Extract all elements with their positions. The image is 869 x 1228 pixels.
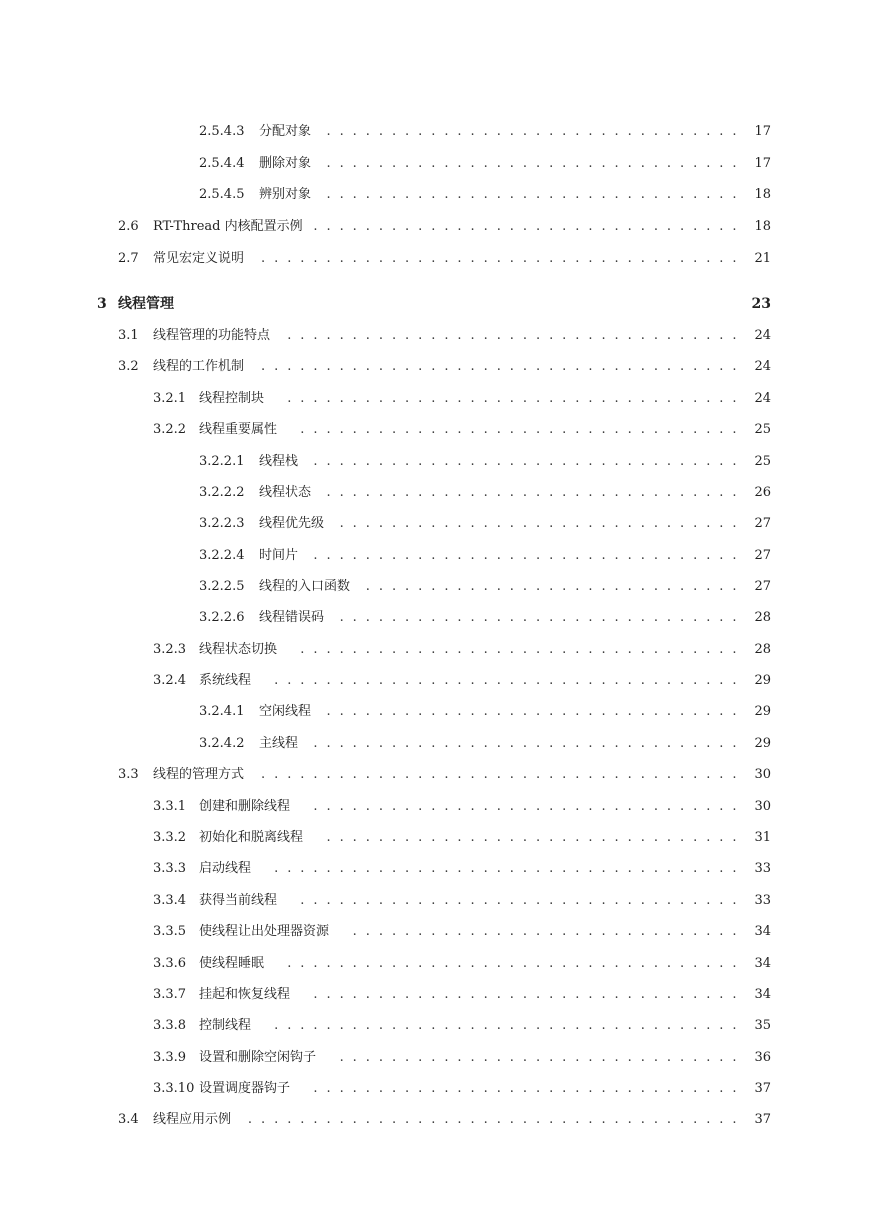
dot-leader: . . . . . . . . . . . . . . . . . . . . . . . . . . . . . . . . . [313,1081,737,1096]
toc-entry-title: 线程应用示例 [153,1110,235,1130]
toc-entry-number: 3.2.2.1 [199,454,245,469]
toc-entry[interactable] [0,514,869,534]
dot-leader: . . . . . . . . . . . . . . . . . . . . . . . . . . . . . . . . . . . . . [261,767,737,782]
dot-leader: . . . . . . . . . . . . . . . . . . . . . . . . . . . . . . . . [326,485,737,500]
toc-entry-number: 3.3.10 [153,1081,195,1096]
toc-entry-page: 23 [751,296,771,312]
toc-entry-number: 3.2.2.5 [199,579,245,594]
toc-entry-number: 3.3.4 [153,893,187,908]
dot-leader: . . . . . . . . . . . . . . . . . . . . . . . . . . . . . . . . . . . [287,391,737,406]
toc-entry-number: 3.3.6 [153,956,187,971]
toc-entry-page: 27 [754,516,771,531]
toc-entry[interactable] [0,891,869,911]
toc-entry-title: 时间片 [259,546,302,566]
dot-leader: . . . . . . . . . . . . . . . . . . . . . . . . . . . . . . . [339,1050,737,1065]
toc-entry-page: 26 [754,485,771,500]
toc-entry-title: 线程的工作机制 [153,357,248,377]
dot-leader: . . . . . . . . . . . . . . . . . . . . . . . . . . . . . . . . . [313,799,737,814]
toc-entry-title: 使线程让出处理器资源 [199,922,333,942]
toc-entry-number: 3.2.2.4 [199,548,245,563]
toc-entry-number: 3.2.2.6 [199,610,245,625]
toc-entry-page: 27 [754,548,771,563]
toc-entry-page: 30 [754,799,771,814]
dot-leader: . . . . . . . . . . . . . . . . . . . . . . . . . . . . . . . . . . . . . [261,251,737,266]
toc-entry-title: 辨别对象 [259,185,315,205]
toc-entry-title: 线程控制块 [199,389,268,409]
toc-entry-title: 设置调度器钩子 [199,1079,294,1099]
toc-entry[interactable] [0,577,869,597]
toc-entry-number: 3.3.1 [153,799,187,814]
toc-entry-title: 线程的管理方式 [153,765,248,785]
toc-entry[interactable] [0,1016,869,1036]
toc-entry-page: 24 [754,328,771,343]
toc-entry-page: 37 [754,1112,771,1127]
toc-entry-title: 线程的入口函数 [259,577,354,597]
toc-entry-page: 24 [754,359,771,374]
toc-entry-number: 3.1 [118,328,139,343]
dot-leader: . . . . . . . . . . . . . . . . . . . . . . . . . . . . . . . . [326,830,737,845]
toc-entry[interactable] [0,294,869,314]
toc-entry-page: 35 [754,1018,771,1033]
toc-entry-title: 线程栈 [259,452,302,472]
dot-leader: . . . . . . . . . . . . . . . . . . . . . . . . . . . . . . . . . [313,219,737,234]
toc-entry[interactable] [0,389,869,409]
toc-entry-number: 3.2.1 [153,391,187,406]
toc-entry-number: 3.2.2 [153,422,187,437]
toc-entry-page: 33 [754,861,771,876]
dot-leader: . . . . . . . . . . . . . . . . . . . . . . . . . . . . . . . . [326,124,737,139]
toc-entry-page: 34 [754,987,771,1002]
dot-leader: . . . . . . . . . . . . . . . . . . . . . . . . . . . . . . . . . . [300,642,737,657]
toc-entry-number: 3.2.2.3 [199,516,245,531]
dot-leader: . . . . . . . . . . . . . . . . . . . . . . . . . . . . . . . . [326,187,737,202]
toc-entry[interactable] [0,217,869,237]
toc-entry[interactable] [0,122,869,142]
toc-entry-title: 系统线程 [199,671,255,691]
toc-entry-title: 使线程睡眠 [199,954,268,974]
toc-entry-number: 3 [97,296,107,312]
toc-entry[interactable] [0,859,869,879]
toc-entry-title: 分配对象 [259,122,315,142]
toc-entry[interactable] [0,608,869,628]
toc-entry-title: 空闲线程 [259,702,315,722]
toc-entry[interactable] [0,985,869,1005]
toc-entry-title: RT-Thread 内核配置示例 [153,217,307,237]
toc-entry-title: 线程错误码 [259,608,328,628]
toc-entry-page: 25 [754,454,771,469]
toc-entry-title: 主线程 [259,734,302,754]
toc-entry-title: 线程状态 [259,483,315,503]
toc-entry-title: 线程状态切换 [199,640,281,660]
dot-leader: . . . . . . . . . . . . . . . . . . . . . . . . . . . . . . [352,924,737,939]
dot-leader: . . . . . . . . . . . . . . . . . . . . . . . . . . . . . . . . . . . . [274,861,737,876]
toc-entry-number: 3.3.8 [153,1018,187,1033]
toc-entry[interactable] [0,828,869,848]
toc-entry-page: 34 [754,924,771,939]
toc-entry-number: 3.3.5 [153,924,187,939]
dot-leader: . . . . . . . . . . . . . . . . . . . . . . . . . . . . . . . . . . . . . [261,359,737,374]
toc-entry-number: 3.3.3 [153,861,187,876]
toc-entry-number: 3.2.4.1 [199,704,245,719]
toc-entry[interactable] [0,154,869,174]
toc-entry-number: 3.2.4.2 [199,736,245,751]
toc-entry-page: 30 [754,767,771,782]
dot-leader: . . . . . . . . . . . . . . . . . . . . . . . . . . . . . . . . [326,156,737,171]
dot-leader: . . . . . . . . . . . . . . . . . . . . . . . . . . . . . . . . . . [300,422,737,437]
toc-entry[interactable] [0,922,869,942]
toc-entry-page: 18 [754,187,771,202]
toc-entry-page: 29 [754,673,771,688]
toc-entry[interactable] [0,420,869,440]
dot-leader: . . . . . . . . . . . . . . . . . . . . . . . . . . . . . . . . . [313,454,737,469]
toc-entry-number: 2.7 [118,251,139,266]
dot-leader: . . . . . . . . . . . . . . . . . . . . . . . . . . . . . . . [339,610,737,625]
toc-entry[interactable] [0,546,869,566]
dot-leader: . . . . . . . . . . . . . . . . . . . . . . . . . . . . . . . . . . . . . . [247,1112,737,1127]
toc-entry-number: 3.3.7 [153,987,187,1002]
toc-entry-title: 线程管理 [118,294,178,314]
toc-entry[interactable] [0,765,869,785]
dot-leader: . . . . . . . . . . . . . . . . . . . . . . . . . . . . . . . . . . . [287,956,737,971]
toc-entry[interactable] [0,671,869,691]
toc-entry-number: 2.5.4.3 [199,124,245,139]
toc-entry-page: 31 [754,830,771,845]
dot-leader: . . . . . . . . . . . . . . . . . . . . . . . . . . . . . . . . . [313,736,737,751]
toc-entry[interactable] [0,640,869,660]
toc-entry-title: 线程管理的功能特点 [153,326,274,346]
toc-entry[interactable] [0,1110,869,1130]
toc-entry-title: 获得当前线程 [199,891,281,911]
dot-leader: . . . . . . . . . . . . . . . . . . . . . . . . . . . . . . . . . . . . [274,1018,737,1033]
toc-entry-title: 初始化和脱离线程 [199,828,307,848]
toc-entry-page: 28 [754,642,771,657]
toc-entry-page: 27 [754,579,771,594]
toc-entry-title: 控制线程 [199,1016,255,1036]
toc-entry[interactable] [0,954,869,974]
toc-entry[interactable] [0,452,869,472]
toc-entry-title: 删除对象 [259,154,315,174]
toc-entry-number: 2.5.4.4 [199,156,245,171]
dot-leader: . . . . . . . . . . . . . . . . . . . . . . . . . . . . . . . . . [313,987,737,1002]
toc-entry-number: 3.3.2 [153,830,187,845]
toc-entry[interactable] [0,797,869,817]
dot-leader: . . . . . . . . . . . . . . . . . . . . . . . . . . . . . . . . . . . . [274,673,737,688]
toc-entry-title: 线程重要属性 [199,420,281,440]
toc-entry-title: 常见宏定义说明 [153,249,248,269]
toc-entry-page: 25 [754,422,771,437]
toc-entry-page: 29 [754,736,771,751]
toc-entry[interactable] [0,483,869,503]
toc-entry-title: 设置和删除空闲钩子 [199,1048,320,1068]
toc-entry-page: 24 [754,391,771,406]
toc-entry[interactable] [0,185,869,205]
dot-leader: . . . . . . . . . . . . . . . . . . . . . . . . . . . . . . . [339,516,737,531]
dot-leader: . . . . . . . . . . . . . . . . . . . . . . . . . . . . . [365,579,737,594]
toc-entry-page: 34 [754,956,771,971]
toc-entry[interactable] [0,702,869,722]
toc-entry-number: 3.2 [118,359,139,374]
toc-entry-page: 33 [754,893,771,908]
toc-entry-page: 21 [754,251,771,266]
toc-entry-page: 37 [754,1081,771,1096]
toc-entry-page: 29 [754,704,771,719]
toc-entry[interactable] [0,326,869,346]
toc-entry[interactable] [0,1079,869,1099]
toc-entry[interactable] [0,249,869,269]
toc-entry-title: 创建和删除线程 [199,797,294,817]
toc-entry-number: 3.4 [118,1112,139,1127]
toc-entry-title: 挂起和恢复线程 [199,985,294,1005]
toc-entry[interactable] [0,1048,869,1068]
toc-entry-title: 线程优先级 [259,514,328,534]
toc-entry-number: 2.5.4.5 [199,187,245,202]
toc-entry-page: 17 [754,124,771,139]
toc-entry-number: 3.3 [118,767,139,782]
dot-leader: . . . . . . . . . . . . . . . . . . . . . . . . . . . . . . . . . . [300,893,737,908]
dot-leader: . . . . . . . . . . . . . . . . . . . . . . . . . . . . . . . . . . . [287,328,737,343]
toc-entry[interactable] [0,357,869,377]
toc-entry-number: 3.2.3 [153,642,187,657]
toc-entry-title: 启动线程 [199,859,255,879]
toc-entry[interactable] [0,734,869,754]
toc-entry-page: 18 [754,219,771,234]
toc-entry-number: 3.3.9 [153,1050,187,1065]
toc-entry-page: 28 [754,610,771,625]
toc-entry-page: 36 [754,1050,771,1065]
toc-entry-number: 3.2.4 [153,673,187,688]
dot-leader: . . . . . . . . . . . . . . . . . . . . . . . . . . . . . . . . [326,704,737,719]
toc-entry-number: 2.6 [118,219,139,234]
dot-leader: . . . . . . . . . . . . . . . . . . . . . . . . . . . . . . . . . [313,548,737,563]
toc-entry-page: 17 [754,156,771,171]
toc-entry-number: 3.2.2.2 [199,485,245,500]
